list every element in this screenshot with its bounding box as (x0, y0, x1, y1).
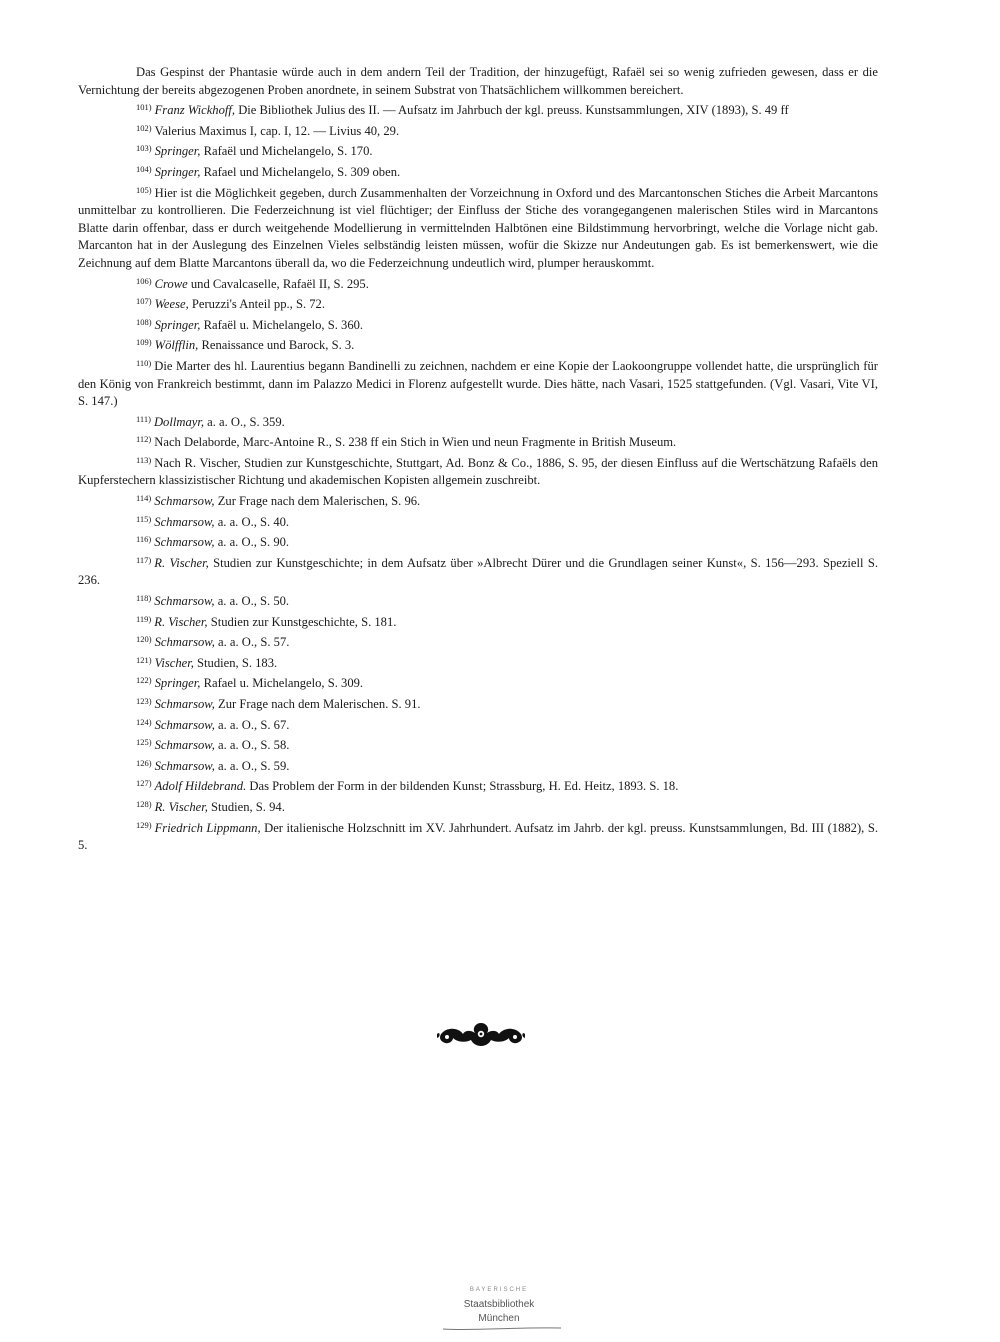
footnote-number: 109) (136, 337, 152, 348)
footnote-number: 116) (136, 534, 152, 545)
footnote-author: R. Vischer, (154, 555, 209, 570)
footnote-number: 108) (136, 316, 152, 327)
footnote-text: Rafael u. Michelangelo, S. 309. (200, 676, 364, 691)
footnote (78, 817, 878, 855)
footnote-text: a. a. O., S. 40. (214, 514, 290, 529)
footnote-author: Springer, (154, 144, 201, 159)
footnote-number: 110) (136, 357, 152, 368)
footnote (78, 490, 878, 511)
footnote-text: a. a. O., S. 59. (214, 758, 290, 773)
footnote-number: 117) (136, 554, 152, 565)
footnote (78, 672, 878, 693)
stamp-underline (435, 1325, 565, 1333)
floral-ornament-icon (435, 1020, 527, 1048)
footnote-number: 106) (136, 275, 152, 286)
footnote-text: Nach Delaborde, Marc-Antoine R., S. 238 ff ein Stich in Wien und neun Fragmente in British Museum. (154, 435, 677, 450)
footnote-text: Rafael und Michelangelo, S. 309 oben. (200, 164, 401, 179)
footnote (78, 182, 878, 273)
footnote (78, 531, 878, 552)
footnote-text: Peruzzi's Anteil pp., S. 72. (188, 297, 325, 312)
footnote (78, 273, 878, 294)
footnote-number: 129) (136, 819, 152, 830)
footnote-number: 112) (136, 434, 152, 445)
footnote-author: Friedrich Lippmann, (154, 820, 261, 835)
footnote-author: Dollmayr, (153, 414, 204, 429)
footnote-author: Schmarsow, (154, 535, 215, 550)
footnote-text: Renaissance und Barock, S. 3. (198, 338, 355, 353)
footnote-number: 102) (136, 122, 152, 133)
footnote (78, 314, 878, 335)
footnote-number: 122) (136, 675, 152, 686)
footnote-author: Adolf Hildebrand. (154, 779, 247, 794)
footnote-author: Schmarsow, (154, 514, 215, 529)
footnote-text: Studien, S. 183. (193, 655, 278, 670)
footnote (78, 411, 878, 432)
footnote (78, 631, 878, 652)
footnote-author: Schmarsow, (154, 635, 215, 650)
footnote (78, 334, 878, 355)
footnote-text: Hier ist die Möglichkeit gegeben, durch Zusammenhalten der Vorzeichnung in Oxford und des Marcantonschen Stiches die Arbeit Marcantons unmittelbar zu kontrollieren. Die Federzeichnung ist viel flüchtiger; der Einfluss der Stiche des vorangegangenen malerischen Stiles wird in Marcantons Blatte darin offenbar, dass er durch weitgehende Modellierung in vermittelnden Halbtönen eine Bildstimmung hervorbringt, welche die Vorlage nicht gab. Marcanton hat in der Auslegung des Einzelnen Vieles selbständig leisten müssen, wofür die Skizze nur Andeutungen gab. Es ist bemerkenswert, wie die Zeichnung auf dem Blatte Marcantons überall da, wo die Federzeichnung undeutlich wird, plumper herauskommt. (78, 185, 878, 270)
footnote-text: Rafaël und Michelangelo, S. 170. (200, 144, 373, 159)
footnote-author: Franz Wickhoff, (154, 103, 236, 118)
footnote-number: 114) (136, 493, 152, 504)
footnote-number: 126) (136, 757, 152, 768)
footnote-author: Schmarsow, (154, 717, 215, 732)
library-stamp (425, 1285, 575, 1335)
footnote (78, 775, 878, 796)
footnote-author: Wölfflin, (154, 338, 199, 353)
footnote-author: Springer, (154, 317, 201, 332)
footnote-author: Springer, (154, 676, 201, 691)
footnote-text: Der italienische Holzschnitt im XV. Jahrhundert. Aufsatz im Jahrb. der kgl. preuss. Kunstsammlungen, Bd. III (1882), S. 5. (78, 820, 878, 853)
footnote-number: 104) (136, 163, 152, 174)
stamp-line-3: München (478, 1313, 520, 1324)
footnote (78, 796, 878, 817)
footnote-text: Das Problem der Form in der bildenden Kunst; Strassburg, H. Ed. Heitz, 1893. S. 18. (246, 779, 679, 794)
footnote-author: Schmarsow, (154, 738, 215, 753)
footnote-number: 105) (136, 184, 152, 195)
footnote-number: 121) (136, 654, 152, 665)
footnote (78, 452, 878, 490)
footnote-author: Springer, (154, 164, 201, 179)
stamp-line-2: Staatsbibliothek (463, 1299, 535, 1310)
footnote-number: 127) (136, 778, 152, 789)
footnote (78, 120, 878, 141)
footnote-text: a. a. O., S. 359. (203, 414, 285, 429)
footnote-number: 123) (136, 696, 152, 706)
footnote-text: Die Marter des hl. Laurentius begann Bandinelli zu zeichnen, nachdem er eine Kopie der Laokoongruppe vollendet hatte, die ursprünglich für den König von Frankreich bestimmt, dann im Palazzo Medici in Florenz aufgestellt wurde. Dies hätte, nach Vasari, 1525 stattgefunden. (Vgl. Vasari, Vite VI, S. 147.) (78, 358, 878, 409)
footnote-number: 128) (136, 798, 152, 809)
footnote-author: Schmarsow, (154, 494, 215, 509)
footnote-author: Vischer, (154, 655, 194, 670)
stamp-line-1: BAYERISCHE (469, 1287, 529, 1293)
footnote-author: Schmarsow, (154, 697, 215, 711)
footnote (78, 714, 878, 735)
footnote-number: 103) (136, 143, 152, 154)
footnote (78, 693, 878, 714)
footnote (78, 652, 878, 673)
footnote-text: a. a. O., S. 90. (214, 535, 290, 550)
footnote-author: Weese, (154, 297, 189, 312)
footnote-author: R. Vischer, (154, 799, 208, 814)
footnote (78, 611, 878, 632)
footnote-text: Zur Frage nach dem Malerischen, S. 96. (214, 494, 421, 509)
footnote-text: a. a. O., S. 58. (214, 738, 290, 753)
footnote-number: 125) (136, 737, 152, 748)
footnote (78, 590, 878, 611)
footnote-text: Studien zur Kunstgeschichte; in dem Aufsatz über »Albrecht Dürer und die Grundlagen seiner Kunst«, S. 156—293. Speziell S. 236. (78, 555, 879, 588)
footnote-text: Studien, S. 94. (207, 799, 285, 814)
footnote (78, 511, 878, 532)
footnote-number: 120) (136, 634, 152, 645)
footnote-number: 101) (136, 102, 152, 113)
footnote-text: Die Bibliothek Julius des II. — Aufsatz im Jahrbuch der kgl. preuss. Kunstsammlungen, XIV (1893), S. 49 ff (235, 103, 789, 118)
footnote-list (78, 99, 878, 855)
intro-paragraph: Das Gespinst der Phantasie würde auch in dem andern Teil der Tradition, der hinzugefügt, Rafaël sei so wenig zufrieden gewesen, dass er die Vernichtung der bereits abgezogenen Proben anordnete, in seinem Substrat von Thatsächlichem willkommen bereichert. (78, 65, 878, 97)
footnote-text: a. a. O., S. 67. (214, 717, 290, 732)
footnote (78, 293, 878, 314)
footnote-text: Nach R. Vischer, Studien zur Kunstgeschichte, Stuttgart, Ad. Bonz & Co., 1886, S. 95, der diesen Einfluss auf die Wertschätzung Rafaëls den Kupferstechern klassizistischer Richtung und akademischen Kopisten allgemein zuschreibt. (78, 455, 878, 488)
footnote (78, 140, 878, 161)
footnote-text: a. a. O., S. 57. (214, 635, 290, 650)
footnote (78, 552, 878, 590)
footnote-author: Schmarsow, (154, 594, 215, 609)
footnote (78, 99, 878, 120)
footnote-text: a. a. O., S. 50. (214, 594, 290, 609)
footnote-number: 111) (136, 413, 151, 424)
footnote-number: 107) (136, 296, 152, 307)
footnote (78, 755, 878, 776)
footnote-author: Schmarsow, (154, 758, 215, 773)
footnote-author: R. Vischer, (154, 614, 208, 629)
footnote-text: Rafaël u. Michelangelo, S. 360. (200, 317, 364, 332)
footnote (78, 431, 878, 452)
footnote-text: Valerius Maximus I, cap. I, 12. — Livius 40, 29. (154, 123, 400, 138)
footnotes-text (78, 64, 878, 855)
footnote-text: und Cavalcaselle, Rafaël II, S. 295. (187, 276, 369, 291)
footnote (78, 161, 878, 182)
footnote-number: 118) (136, 593, 152, 604)
footnote-number: 119) (136, 613, 152, 624)
footnote-text: Zur Frage nach dem Malerischen. S. 91. (214, 697, 421, 711)
footnote-author: Crowe (154, 276, 188, 291)
footnote-text: Studien zur Kunstgeschichte, S. 181. (207, 614, 397, 629)
footnote-number: 124) (136, 716, 152, 727)
footnote-number: 115) (136, 513, 152, 524)
footnote (78, 355, 878, 411)
footnote-number: 113) (136, 454, 152, 465)
footnote (78, 734, 878, 755)
